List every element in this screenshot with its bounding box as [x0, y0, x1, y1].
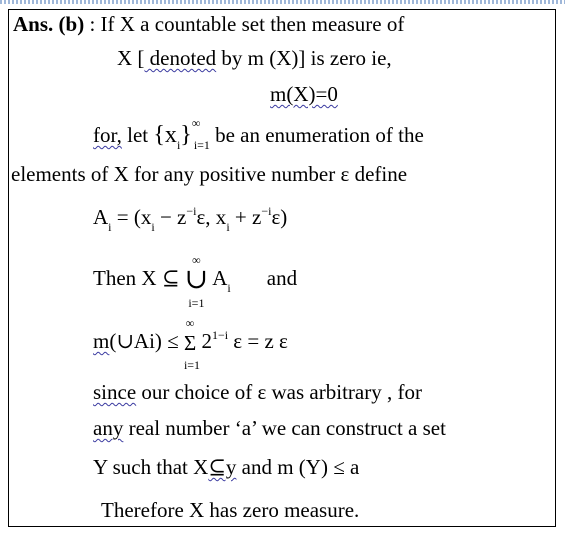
interval-eq: = (x — [111, 205, 152, 229]
interval-exp-2: −i — [261, 204, 272, 218]
interval-definition — [93, 205, 287, 232]
bound-two: 2 — [196, 329, 212, 353]
set-close: } — [180, 122, 192, 148]
bound-union: (∪Ai) ≤ — [109, 329, 184, 353]
sum-upper-limit: ∞ — [185, 316, 195, 331]
interval-A-sub: i — [108, 220, 112, 234]
answer-box — [8, 9, 556, 527]
line-11 — [93, 455, 359, 479]
line-2-post: by m (X)] is zero ie, — [216, 46, 392, 70]
word-let: let — [121, 123, 154, 147]
conclusion-text: Therefore X has zero measure. — [101, 498, 360, 522]
interval-x-sub-2: i — [226, 220, 230, 234]
line-2 — [117, 46, 392, 70]
set-upper-limit: ∞ — [191, 116, 201, 130]
set-lower-limit: i=1 — [193, 138, 210, 152]
line-1 — [13, 12, 404, 36]
interval-x-sub: i — [151, 220, 155, 234]
union-symbol: ∪ — [184, 263, 209, 295]
sum-operator — [183, 316, 201, 373]
line-5 — [11, 162, 407, 186]
line-11-a: Y such that X — [93, 455, 209, 479]
word-any: any — [93, 416, 124, 440]
line-4 — [93, 116, 424, 152]
measure-zero-eq: m(X)=0 — [270, 82, 338, 106]
line-2-denoted: denoted — [144, 46, 217, 70]
bound-m: m — [93, 329, 110, 353]
bound-exp: 1−i — [211, 328, 229, 342]
cover-then: Then X ⊆ — [93, 266, 185, 290]
line-9-rest: our choice of ε was arbitrary , for — [136, 380, 422, 404]
set-open: {x — [153, 122, 177, 148]
interval-mid: ε, x — [196, 205, 227, 229]
line-11-b: and m (Y) ≤ a — [236, 455, 360, 479]
word-since: since — [93, 380, 137, 404]
set-sub: i — [176, 138, 181, 152]
union-operator — [184, 252, 209, 310]
cover-and: and — [266, 266, 298, 290]
line-3 — [270, 82, 338, 106]
conclusion — [101, 498, 359, 522]
ruler-strip — [0, 0, 565, 4]
line-4-rest: be an enumeration of the — [209, 123, 424, 147]
interval-plus: + z — [229, 205, 262, 229]
interval-end: ε) — [271, 205, 288, 229]
cover-A-sub: i — [227, 281, 231, 295]
interval-A: A — [93, 205, 109, 229]
line-1-text: : If X a countable set then measure of — [84, 12, 405, 36]
cover-statement — [93, 252, 298, 310]
line-9 — [93, 380, 422, 404]
line-2-pre: X [ — [117, 46, 145, 70]
union-upper-limit: ∞ — [192, 252, 201, 267]
line-10-rest: real number ‘a’ we can construct a set — [123, 416, 446, 440]
subset-y: ⊆y — [208, 455, 237, 479]
answer-label: Ans. (b) — [13, 12, 85, 36]
sum-lower-limit: i=1 — [183, 358, 201, 373]
union-lower-limit: i=1 — [188, 295, 205, 310]
line-5-text: elements of X for any positive number ε define — [11, 162, 408, 186]
word-for: for, — [93, 123, 122, 147]
sum-symbol: Σ — [183, 331, 197, 356]
interval-exp-1: −i — [186, 204, 197, 218]
cover-A: A — [208, 266, 228, 290]
bound-end: ε = z ε — [228, 329, 288, 353]
interval-minus: − z — [154, 205, 187, 229]
set-limits — [191, 116, 210, 152]
measure-bound — [93, 316, 288, 373]
line-10 — [93, 416, 446, 440]
